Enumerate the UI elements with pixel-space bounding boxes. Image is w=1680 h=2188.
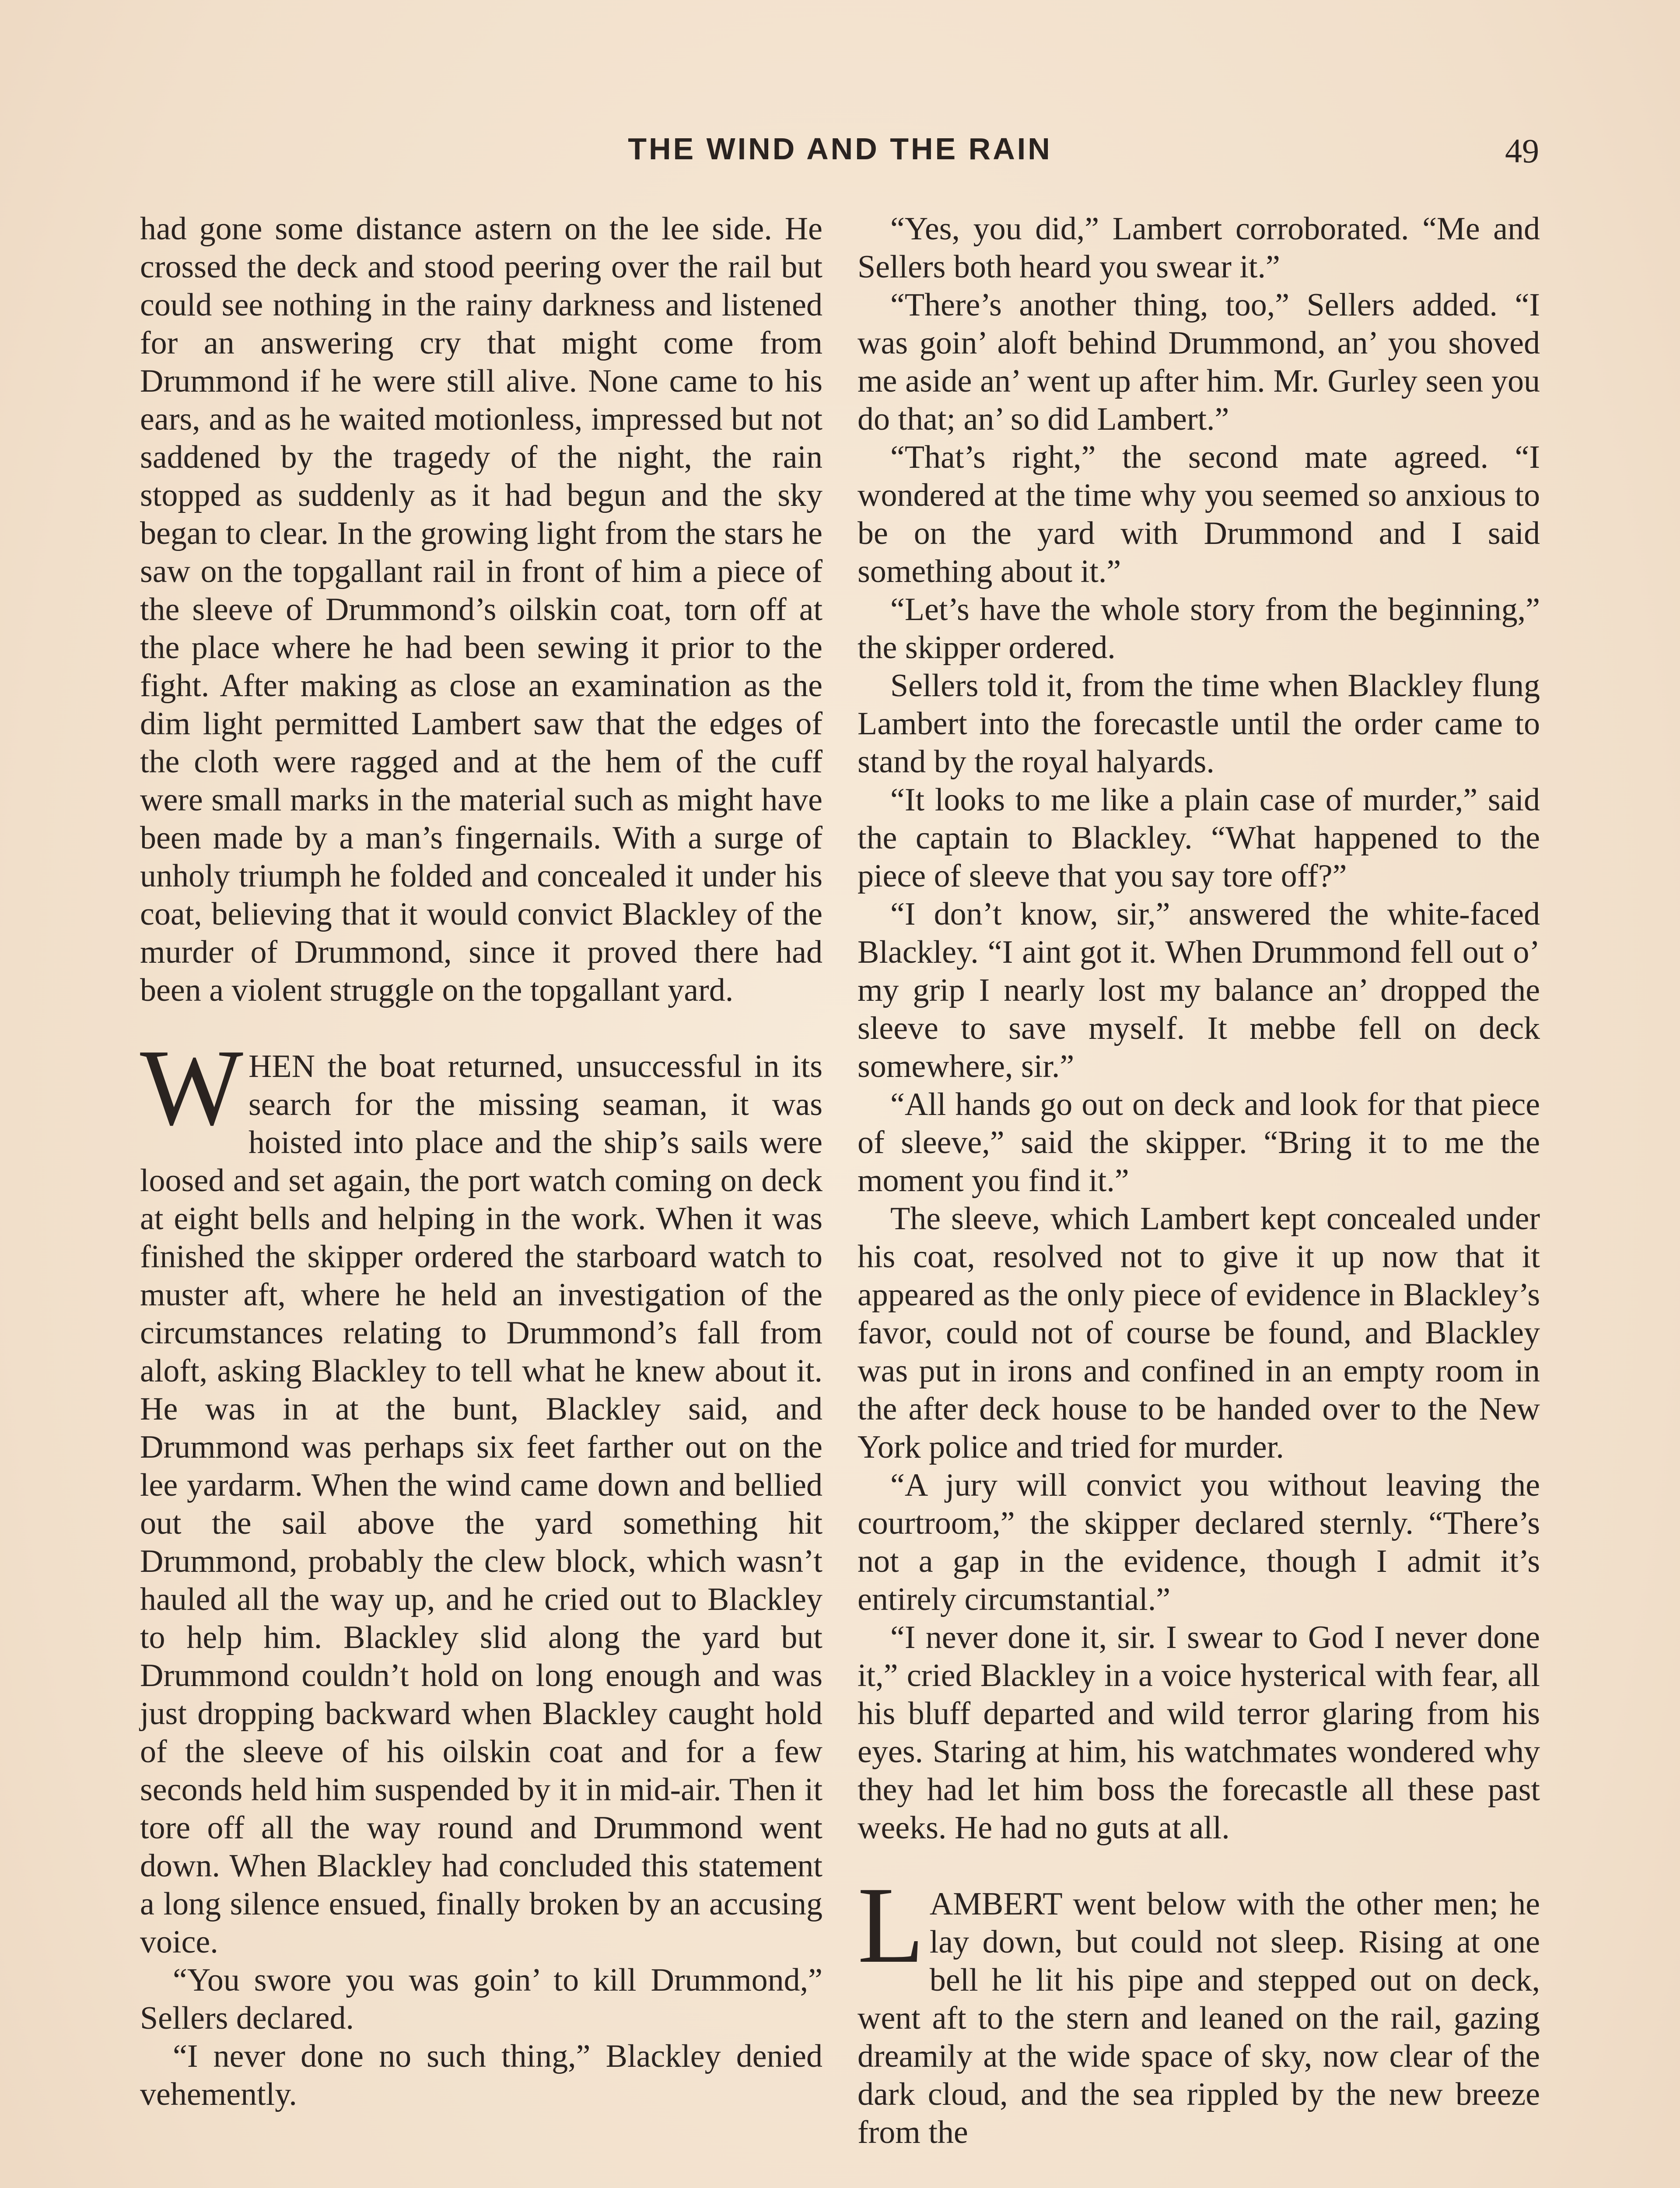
paragraph: “Yes, you did,” Lambert corroborated. “Me and Sellers both heard you swear it.” bbox=[858, 211, 1540, 285]
page-number: 49 bbox=[1505, 132, 1539, 170]
paragraph: “There’s another thing, too,” Sellers added. “I was goin’ aloft behind Drummond, an’ you shoved me aside an’ went up after him. Mr. Gurley seen you do that; an’ so did Lambert.” bbox=[858, 287, 1540, 437]
drop-cap: W bbox=[140, 1027, 243, 1148]
paragraph: “I never done it, sir. I swear to God I never done it,” cried Blackley in a voice hysterical with fear, all his bluff departed and wild terror glaring from his eyes. Staring at him, his watchmates wondered why they had let him boss the forecastle all these past weeks. He had no guts at all. bbox=[858, 1620, 1540, 1846]
paragraph: The sleeve, which Lambert kept concealed under his coat, resolved not to give it up now that it appeared as the only piece of evidence in Blackley’s favor, could not of course be found, and Blackley was put in irons and confined in an empty room in the after deck house to be handed over to the New York police and tried for murder. bbox=[858, 1201, 1540, 1465]
paragraph: “You swore you was goin’ to kill Drummond,” Sellers declared. bbox=[140, 1962, 822, 2036]
drop-cap: L bbox=[858, 1865, 924, 1986]
paragraph: “Let’s have the whole story from the beginning,” the skipper ordered. bbox=[858, 592, 1540, 666]
paragraph: “That’s right,” the second mate agreed. “I wondered at the time why you seemed so anxious to be on the yard with Drummond and I said something about it.” bbox=[858, 439, 1540, 589]
running-title: THE WIND AND THE RAIN bbox=[628, 132, 1052, 166]
section-paragraph bbox=[140, 1027, 822, 1961]
paragraph-text: HEN the boat returned, unsuccessful in its search for the missing seaman, it was hoisted into place and the ship’s sails were loosed and set again, the port watch coming on deck at eight bells and helping in the work. When it was finished the skipper ordered the starboard watch to muster aft, where he held an investigation of the circumstances relating to Drummond’s fall from aloft, asking Blackley to tell what he knew about it. He was in at the bunt, Blackley said, and Drummond was perhaps six feet farther out on the lee yardarm. When the wind came down and bellied out the sail above the yard something hit Drummond, probably the clew block, which wasn’t hauled all the way up, and he cried out to Blackley to help him. Blackley slid along the yard but Drummond couldn’t hold on long enough and was just dropping backward when Blackley caught hold of the sleeve of his oilskin coat and for a few seconds held him suspended by it in mid-air. Then it tore off all the way round and Drummond went down. When Blackley had concluded this statement a long silence ensued, finally broken by an accusing voice. bbox=[140, 1048, 822, 1960]
paragraph: “All hands go out on deck and look for that piece of sleeve,” said the skipper. “Bring it to me the moment you find it.” bbox=[858, 1087, 1540, 1199]
section-paragraph bbox=[858, 1865, 1540, 2152]
paragraph: had gone some distance astern on the lee side. He crossed the deck and stood peering over the rail but could see nothing in the rainy darkness and listened for an answering cry that might come from Drummond if he were still alive. None came to his ears, and as he waited motionless, impressed but not saddened by the tragedy of the night, the rain stopped as suddenly as it had begun and the sky began to clear. In the growing light from the stars he saw on the topgallant rail in front of him a piece of the sleeve of Drummond’s oilskin coat, torn off at the place where he had been sewing it prior to the fight. After making as close an examination as the dim light permitted Lambert saw that the edges of the cloth were ragged and at the hem of the cuff were small marks in the material such as might have been made by a man’s fingernails. With a surge of unholy triumph he folded and concealed it under his coat, believing that it would convict Blackley of the murder of Drummond, since it proved there had been a violent struggle on the topgallant yard. bbox=[140, 211, 822, 1008]
paragraph: “A jury will convict you without leaving the courtroom,” the skipper declared sternly. “There’s not a gap in the evidence, though I admit it’s entirely circumstantial.” bbox=[858, 1467, 1540, 1617]
left-column bbox=[140, 210, 822, 2114]
paragraph: Sellers told it, from the time when Blackley flung Lambert into the forecastle until the order came to stand by the royal halyards. bbox=[858, 668, 1540, 780]
paragraph: “I don’t know, sir,” answered the white-faced Blackley. “I aint got it. When Drummond fell out o’ my grip I nearly lost my balance an’ dropped the sleeve to save myself. It mebbe fell on deck somewhere, sir.” bbox=[858, 896, 1540, 1084]
right-column bbox=[858, 210, 1540, 2152]
paragraph-text: AMBERT went below with the other men; he lay down, but could not sleep. Rising at one bell he lit his pipe and stepped out on deck, went aft to the stern and leaned on the rail, gazing dreamily at the wide space of sky, now clear of the dark cloud, and the sea rippled by the new breeze from the bbox=[858, 1886, 1540, 2150]
paragraph: “I never done no such thing,” Blackley denied vehemently. bbox=[140, 2038, 822, 2112]
paragraph: “It looks to me like a plain case of murder,” said the captain to Blackley. “What happened to the piece of sleeve that you say tore off?” bbox=[858, 782, 1540, 894]
